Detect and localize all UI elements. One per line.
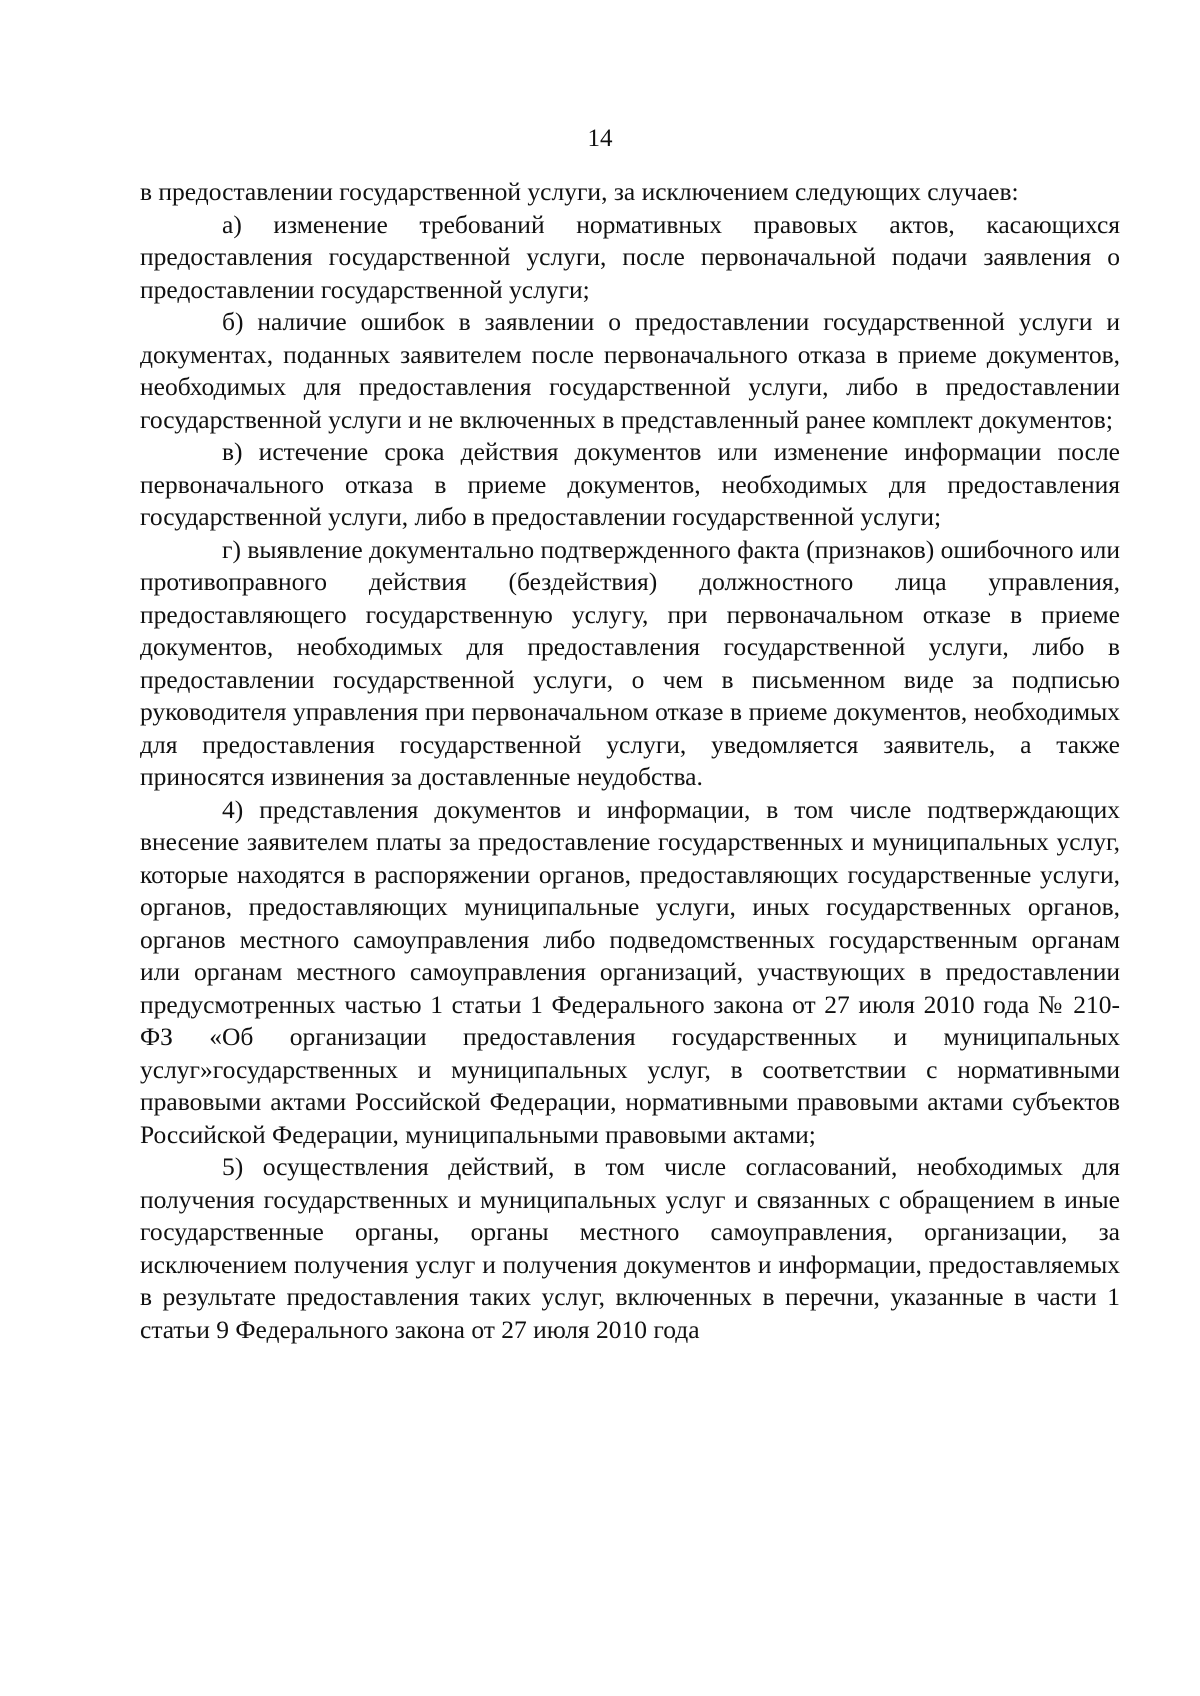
- document-body: [140, 176, 1120, 1346]
- paragraph-item-a: а) изменение требований нормативных правовых актов, касающихся предоставления государственной услуги, после первоначальной подачи заявления о предоставлении государственной услуги;: [140, 209, 1120, 304]
- paragraph-item-5: 5) осуществления действий, в том числе согласований, необходимых для получения государственных и муниципальных услуг и связанных с обращением в иные государственные органы, органы местного самоуправления, организации, за исключением получения услуг и получения документов и информации, предоставляемых в результате предоставления таких услуг, включенных в перечни, указанные в части 1 статьи 9 Федерального закона от 27 июля 2010 года: [140, 1152, 1120, 1344]
- paragraph-item-v: в) истечение срока действия документов или изменение информации после первоначального отказа в приеме документов, необходимых для предоставления государственной услуги, либо в предоставлении государственной услуги;: [140, 437, 1120, 531]
- paragraph-continuation: в предоставлении государственной услуги, за исключением следующих случаев:: [140, 177, 1019, 206]
- paragraph-item-4: 4) представления документов и информации, в том числе подтверждающих внесение заявителем платы за предоставление государственных и муниципальных услуг, которые находятся в распоряжении органов, предоставляющих государственные услуги, органов, предоставляющих муниципальные услуги, иных государственных органов, органов местного самоуправления либо подведомственных государственным органам или органам местного самоуправления организаций, участвующих в предоставлении предусмотренных частью 1 статьи 1 Федерального закона от 27 июля 2010 года № 210-ФЗ «Об организации предоставления государственных и муниципальных услуг»государственных и муниципальных услуг, в соответствии с нормативными правовыми актами Российской Федерации, нормативными правовыми актами субъектов Российской Федерации, муниципальными правовыми актами;: [140, 794, 1120, 1149]
- paragraph-item-b: б) наличие ошибок в заявлении о предоставлении государственной услуги и документах, поданных заявителем после первоначального отказа в приеме документов, необходимых для предоставления государственной услуги, либо в предоставлении государственной услуги и не включенных в представленный ранее комплект документов;: [140, 307, 1120, 434]
- paragraph-item-g: г) выявление документально подтвержденного факта (признаков) ошибочного или противоправного действия (бездействия) должностного лица управления, предоставляющего государственную услугу, при первоначальном отказе в приеме документов, необходимых для предоставления государственной услуги, либо в предоставлении государственной услуги, о чем в письменном виде за подписью руководителя управления при первоначальном отказе в приеме документов, необходимых для предоставления государственной услуги, уведомляется заявитель, а также приносятся извинения за доставленные неудобства.: [140, 534, 1120, 791]
- page-number: 14: [587, 125, 613, 152]
